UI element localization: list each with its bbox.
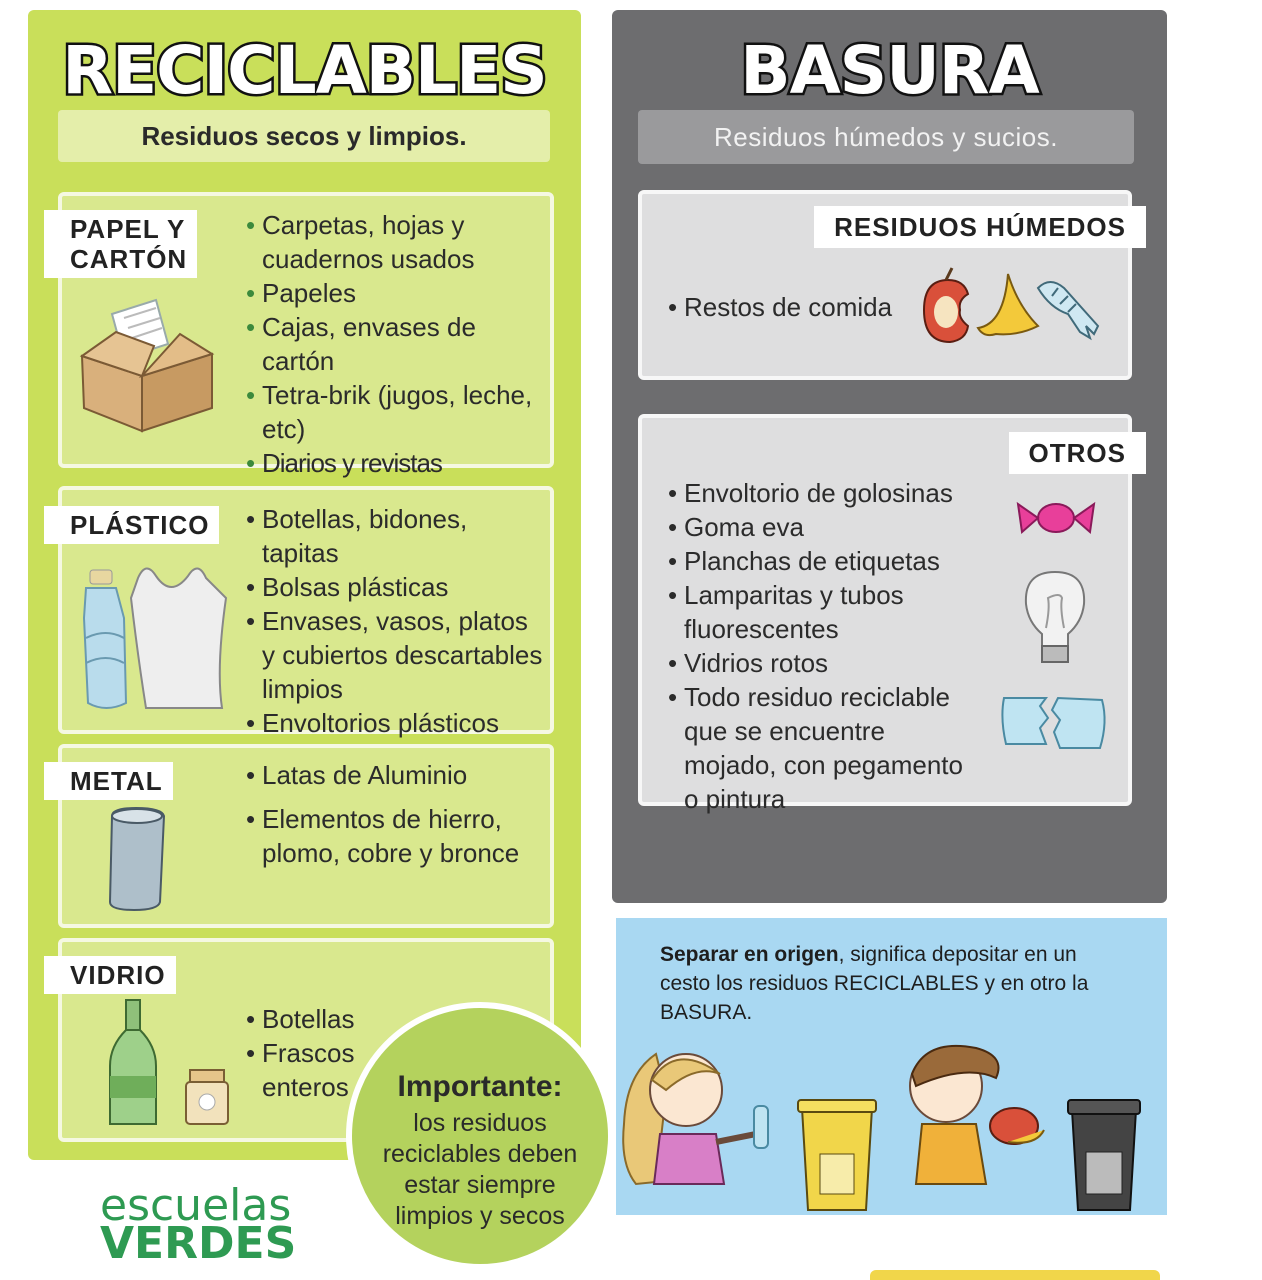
- list-item: • Bolsas plásticas: [246, 570, 546, 604]
- reciclables-panel: [28, 10, 581, 1160]
- reciclables-subtitle: Residuos secos y limpios.: [58, 110, 550, 162]
- basura-title: BASURA: [740, 32, 1039, 109]
- can-icon: [102, 804, 182, 914]
- info-body: , significa depositar en un cesto los residuos RECICLABLES y en otro la BASURA.: [660, 943, 1089, 1024]
- section-metal: [58, 744, 554, 928]
- list-item: • Papeles: [246, 276, 546, 310]
- section-label-otros: OTROS: [1009, 432, 1146, 474]
- info-panel: [616, 918, 1167, 1215]
- candy-icon: [1016, 498, 1096, 538]
- section-papel-carton: [58, 192, 554, 478]
- list-item: • Elementos de hierro, plomo, cobre y bronce: [246, 802, 546, 870]
- list-item: • Diarios y revistas: [246, 446, 546, 480]
- list-item: • Tetra-brik (jugos, leche, etc): [246, 378, 546, 446]
- info-text: [660, 940, 1130, 1027]
- section-plastico: [58, 486, 554, 738]
- humedos-list: [668, 290, 908, 324]
- important-body: los residuos reciclables deben estar siempre limpios y secos: [382, 1109, 578, 1230]
- kids-recycling-illustration: [616, 1034, 1167, 1215]
- plastico-list: [246, 502, 546, 740]
- important-title: Importante:: [397, 1070, 563, 1103]
- list-item: • Envases, vasos, platos y cubiertos descartables limpios: [246, 604, 546, 706]
- basura-panel: [612, 10, 1167, 903]
- section-label-humedos: RESIDUOS HÚMEDOS: [814, 206, 1146, 248]
- bottom-strip: [870, 1270, 1160, 1280]
- list-item: • Vidrios rotos: [668, 646, 978, 680]
- list-item: • Envoltorio de golosinas: [668, 476, 978, 510]
- section-label-metal: METAL: [44, 762, 173, 800]
- list-item: • Planchas de etiquetas: [668, 544, 978, 578]
- cardboard-box-icon: [72, 296, 222, 436]
- list-item: • Frascos enteros: [246, 1036, 446, 1104]
- list-item: • Botellas: [246, 1002, 446, 1036]
- label-line: PAPEL Y: [70, 214, 186, 244]
- reciclables-title: RECICLABLES: [62, 32, 547, 109]
- metal-list: [246, 758, 546, 870]
- papel-list: [246, 208, 546, 480]
- section-label-vidrio: VIDRIO: [44, 956, 176, 994]
- food-scraps-icon: [918, 266, 1108, 356]
- section-otros: [638, 414, 1132, 814]
- section-label-papel: [44, 210, 197, 278]
- list-item: • Carpetas, hojas y cuadernos usados: [246, 208, 546, 276]
- list-item: • Cajas, envases de cartón: [246, 310, 546, 378]
- list-item: • Latas de Aluminio: [246, 758, 546, 792]
- logo-escuelas: escuelas: [100, 1180, 292, 1231]
- lightbulb-icon: [1020, 568, 1090, 668]
- list-item: • Goma eva: [668, 510, 978, 544]
- plastic-bottle-bag-icon: [76, 558, 236, 718]
- list-item: • Todo residuo reciclable que se encuentre mojado, con pegamento o pintura: [668, 680, 978, 816]
- section-label-plastico: PLÁSTICO: [44, 506, 219, 544]
- list-item: • Botellas, bidones, tapitas: [246, 502, 546, 570]
- logo-verdes: VERDES: [100, 1218, 297, 1269]
- list-item: • Envoltorios plásticos: [246, 706, 546, 740]
- list-item: • Restos de comida: [668, 290, 908, 324]
- info-bold-lead: Separar en origen: [660, 943, 839, 966]
- list-item: • Lamparitas y tubos fluorescentes: [668, 578, 978, 646]
- label-line: CARTÓN: [70, 244, 188, 274]
- broken-glass-icon: [996, 688, 1112, 758]
- basura-subtitle: Residuos húmedos y sucios.: [638, 110, 1134, 164]
- section-residuos-humedos: [638, 190, 1132, 380]
- otros-list: [668, 476, 978, 816]
- glass-bottle-jar-icon: [102, 996, 232, 1131]
- important-note: [346, 1002, 614, 1270]
